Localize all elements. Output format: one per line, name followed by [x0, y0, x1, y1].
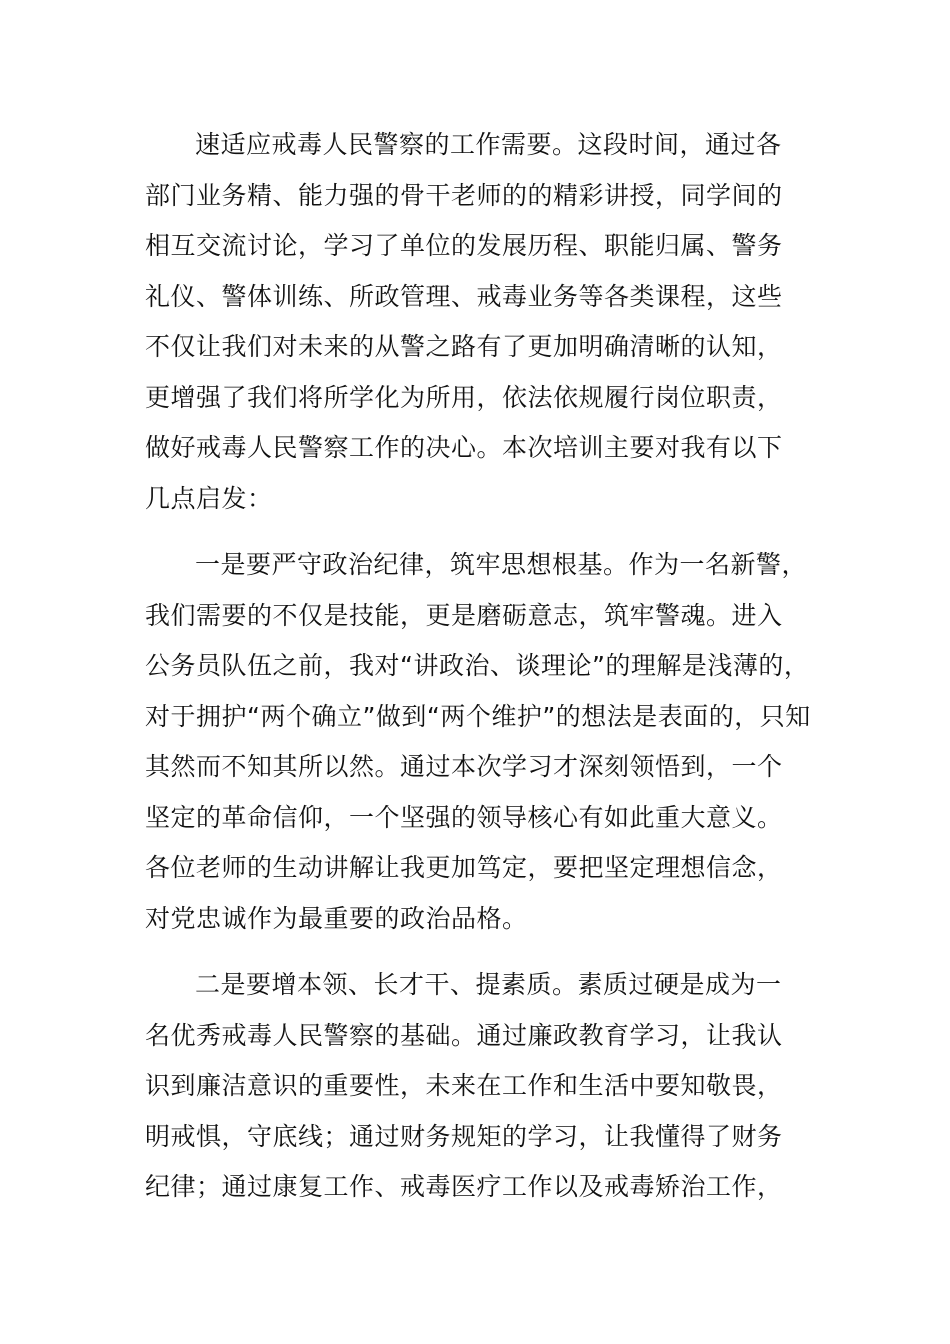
- text-line: 我们需要的不仅是技能，更是磨砺意志，筑牢警魂。进入: [145, 600, 783, 630]
- paragraph-3: [145, 960, 810, 1213]
- text-line: 坚定的革命信仰，一个坚强的领导核心有如此重大意义。: [145, 802, 783, 832]
- paragraph-spacer: [145, 524, 810, 540]
- text-line: 纪律；通过康复工作、戒毒医疗工作以及戒毒矫治工作，: [145, 1172, 783, 1201]
- text-line: 速适应戒毒人民警察的工作需要。这段时间，通过各: [195, 130, 782, 159]
- text-line: 识到廉洁意识的重要性，未来在工作和生活中要知敬畏，: [145, 1071, 783, 1100]
- paragraph-1: [145, 120, 810, 524]
- paragraph-spacer: [145, 944, 810, 960]
- text-line: 公务员队伍之前，我对“讲政治、谈理论”的理解是浅薄的，: [145, 651, 810, 680]
- text-line: 对于拥护“两个确立”做到“两个维护”的想法是表面的，只知: [145, 701, 811, 731]
- text-line: 几点启发：: [145, 483, 273, 513]
- document-body: [145, 120, 810, 1213]
- text-line: 更增强了我们将所学化为所用，依法依规履行岗位职责，: [145, 382, 783, 412]
- text-line: 不仅让我们对未来的从警之路有了更加明确清晰的认知，: [145, 332, 783, 361]
- text-line: 名优秀戒毒人民警察的基础。通过廉政教育学习，让我认: [145, 1020, 783, 1050]
- text-line: 各位老师的生动讲解让我更加笃定，要把坚定理想信念，: [145, 853, 783, 882]
- text-line: 部门业务精、能力强的骨干老师的的精彩讲授，同学间的: [145, 180, 783, 210]
- paragraph-2: [145, 540, 810, 944]
- text-line: 二是要增本领、长才干、提素质。素质过硬是成为一: [195, 970, 782, 999]
- text-line: 其然而不知其所以然。通过本次学习才深刻领悟到，一个: [145, 752, 783, 781]
- text-line: 对党忠诚作为最重要的政治品格。: [145, 903, 528, 933]
- text-line: 明戒惧，守底线；通过财务规矩的学习，让我懂得了财务: [145, 1121, 783, 1151]
- text-line: 相互交流讨论，学习了单位的发展历程、职能归属、警务: [145, 231, 783, 260]
- text-line: 一是要严守政治纪律，筑牢思想根基。作为一名新警，: [195, 550, 808, 579]
- text-line: 礼仪、警体训练、所政管理、戒毒业务等各类课程，这些: [145, 281, 783, 311]
- text-line: 做好戒毒人民警察工作的决心。本次培训主要对我有以下: [145, 433, 783, 462]
